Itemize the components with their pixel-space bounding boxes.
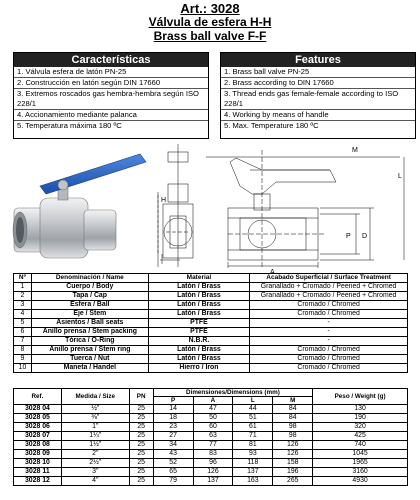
caracteristica-1: 1. Válvula esfera de latón PN-25 (14, 67, 208, 78)
dimensions-header-row-1 (14, 389, 408, 397)
table-cell: ⅜" (61, 414, 129, 423)
table-cell: 126 (273, 450, 313, 459)
dim-label-l: L (398, 173, 402, 180)
table-row (14, 432, 408, 441)
table-cell: 14 (153, 405, 193, 414)
table-cell: 93 (233, 450, 273, 459)
table-cell: Cromado / Chromed (250, 301, 408, 310)
feature-5: 5. Max. Temperature 180 ºC (224, 120, 319, 130)
table-cell: 158 (273, 459, 313, 468)
table-cell: Tapa / Cap (31, 292, 148, 301)
article-number: Art.: 3028 (180, 1, 240, 16)
table-cell: 1¼" (61, 432, 129, 441)
table-cell: 3 (14, 301, 32, 310)
table-row (14, 301, 408, 310)
table-cell: 425 (313, 432, 408, 441)
table-cell: Maneta / Handel (31, 364, 148, 373)
table-row (14, 292, 408, 301)
table-cell: Cromado / Chromed (250, 310, 408, 319)
table-cell: 61 (233, 423, 273, 432)
dimensions-header-ref: Ref. (14, 389, 62, 405)
table-cell: 84 (273, 405, 313, 414)
table-cell: 44 (233, 405, 273, 414)
table-cell: N.B.R. (148, 337, 249, 346)
caracteristicas-title: Características (14, 53, 208, 67)
table-cell: 7 (14, 337, 32, 346)
caracteristica-5: 5. Temperatura máxima 180 ºC (17, 120, 122, 130)
table-cell: Tuerca / Nut (31, 355, 148, 364)
table-cell: 79 (153, 477, 193, 486)
table-cell: 10 (14, 364, 32, 373)
table-cell: Eje / Stem (31, 310, 148, 319)
table-cell: 190 (313, 414, 408, 423)
table-cell: 65 (153, 468, 193, 477)
table-cell: 84 (273, 414, 313, 423)
table-row (14, 459, 408, 468)
table-cell: 126 (273, 441, 313, 450)
table-row (14, 468, 408, 477)
table-row (14, 283, 408, 292)
table-cell: 8 (14, 346, 32, 355)
materials-header-material: Material (148, 274, 249, 283)
dim-label-m: M (352, 147, 358, 154)
table-cell: 25 (129, 468, 153, 477)
table-cell: 1" (61, 423, 129, 432)
table-cell: 98 (273, 432, 313, 441)
table-cell: - (250, 337, 408, 346)
feature-3: 3. Thread ends gas female-female according to ISO 228/1 (221, 89, 415, 110)
product-name-es: Válvula de esfera H-H (148, 15, 272, 29)
table-cell: 5 (14, 319, 32, 328)
dim-label-h: H (161, 197, 167, 204)
table-cell: 81 (233, 441, 273, 450)
table-cell: Granallado + Cromado / Peened + Chromed (250, 283, 408, 292)
table-cell: 47 (193, 405, 233, 414)
table-cell: 52 (153, 459, 193, 468)
table-cell: 60 (193, 423, 233, 432)
materials-header-treatment: Acabado Superficial / Surface Treatment (250, 274, 408, 283)
table-row (14, 337, 408, 346)
caracteristica-3: 3. Extremos roscados gas hembra-hembra según ISO 228/1 (14, 89, 208, 110)
table-cell: 163 (233, 477, 273, 486)
dimensions-table (13, 388, 408, 486)
table-cell: 137 (193, 477, 233, 486)
table-cell: PTFE (148, 328, 249, 337)
table-cell: 83 (193, 450, 233, 459)
table-cell: Latón / Brass (148, 301, 249, 310)
table-cell: 6 (14, 328, 32, 337)
table-cell: 25 (129, 405, 153, 414)
table-row (14, 414, 408, 423)
dim-label-d: D (362, 233, 368, 240)
table-cell: 23 (153, 423, 193, 432)
table-cell: Asientos / Ball seats (31, 319, 148, 328)
table-row (14, 423, 408, 432)
table-cell: 25 (129, 477, 153, 486)
table-cell: Latón / Brass (148, 283, 249, 292)
feature-2: 2. Brass according to DIN 17660 (221, 78, 415, 89)
table-cell: 1 (14, 283, 32, 292)
table-cell: 25 (129, 441, 153, 450)
caracteristicas-box (13, 52, 209, 139)
table-cell: 1965 (313, 459, 408, 468)
table-cell: Granallado + Cromado / Peened + Chromed (250, 292, 408, 301)
table-cell: 3028 10 (14, 459, 62, 468)
features-title: Features (221, 53, 415, 67)
table-cell: 63 (193, 432, 233, 441)
dim-label-p: P (346, 233, 351, 240)
table-cell: 3028 04 (14, 405, 62, 414)
table-cell: 27 (153, 432, 193, 441)
feature-1: 1. Brass ball valve PN-25 (221, 67, 415, 78)
dimensions-header-l: L (233, 397, 273, 405)
table-cell: 2½" (61, 459, 129, 468)
table-cell: 118 (233, 459, 273, 468)
table-cell: 196 (273, 468, 313, 477)
dimensions-header-pn: PN (129, 389, 153, 405)
dim-label-a: A (270, 269, 275, 276)
features-box (220, 52, 416, 139)
table-cell: 2 (14, 292, 32, 301)
table-row (14, 346, 408, 355)
table-cell: Tórica / O-Ring (31, 337, 148, 346)
table-cell: 1045 (313, 450, 408, 459)
table-cell: 50 (193, 414, 233, 423)
table-cell: 3028 05 (14, 414, 62, 423)
product-name-en: Brass ball valve F-F (153, 29, 267, 43)
table-cell: 98 (273, 423, 313, 432)
table-cell: - (250, 319, 408, 328)
valve-side-view (158, 144, 193, 267)
table-cell: Latón / Brass (148, 310, 249, 319)
table-cell: Cromado / Chromed (250, 364, 408, 373)
table-cell: 2" (61, 450, 129, 459)
table-cell: 3" (61, 468, 129, 477)
table-cell: 25 (129, 450, 153, 459)
dimensions-header-size: Medida / Size (61, 389, 129, 405)
table-cell: 18 (153, 414, 193, 423)
table-cell: 3028 11 (14, 468, 62, 477)
table-cell: Esfera / Ball (31, 301, 148, 310)
table-row (14, 310, 408, 319)
table-row (14, 355, 408, 364)
table-cell: 130 (313, 405, 408, 414)
caracteristica-4: 4. Accionamiento mediante palanca (14, 110, 208, 121)
table-cell: 9 (14, 355, 32, 364)
table-cell: Latón / Brass (148, 355, 249, 364)
table-cell: 71 (233, 432, 273, 441)
table-cell: 137 (233, 468, 273, 477)
table-cell: 34 (153, 441, 193, 450)
table-row (14, 450, 408, 459)
table-cell: 25 (129, 459, 153, 468)
table-cell: Anillo prensa / Stem packing (31, 328, 148, 337)
table-cell: 43 (153, 450, 193, 459)
table-cell: 3028 08 (14, 441, 62, 450)
table-row (14, 477, 408, 486)
table-cell: Cromado / Chromed (250, 355, 408, 364)
table-cell: 740 (313, 441, 408, 450)
table-cell: 25 (129, 414, 153, 423)
table-cell: ½" (61, 405, 129, 414)
materials-header-row (14, 274, 408, 283)
table-cell: Hierro / Iron (148, 364, 249, 373)
table-cell: 265 (273, 477, 313, 486)
table-cell: 25 (129, 432, 153, 441)
dimensions-header-a: A (193, 397, 233, 405)
table-row (14, 364, 408, 373)
caracteristica-2: 2. Construcción en latón según DIN 17660 (14, 78, 208, 89)
table-cell: Anillo prensa / Stem ring (31, 346, 148, 355)
table-cell: 126 (193, 468, 233, 477)
table-cell: 4" (61, 477, 129, 486)
table-cell: PTFE (148, 319, 249, 328)
valve-front-view (206, 150, 404, 268)
table-cell: Latón / Brass (148, 346, 249, 355)
table-cell: 3028 07 (14, 432, 62, 441)
table-cell: 3160 (313, 468, 408, 477)
table-row (14, 319, 408, 328)
table-row (14, 405, 408, 414)
table-cell: 3028 09 (14, 450, 62, 459)
dimensions-header-m: M (273, 397, 313, 405)
table-cell: 25 (129, 423, 153, 432)
table-cell: 3028 12 (14, 477, 62, 486)
table-cell: - (250, 328, 408, 337)
dimensions-header-group: Dimensiones/Dimensions (mm) (153, 389, 313, 397)
materials-header-no: Nº (14, 274, 32, 283)
materials-header-name: Denominación / Name (31, 274, 148, 283)
table-row (14, 441, 408, 450)
dimensions-header-weight: Peso / Weight (g) (313, 389, 408, 405)
table-cell: 3028 06 (14, 423, 62, 432)
table-cell: 320 (313, 423, 408, 432)
table-cell: 4 (14, 310, 32, 319)
dimensions-header-p: P (153, 397, 193, 405)
table-row (14, 328, 408, 337)
table-cell: 4930 (313, 477, 408, 486)
table-cell: Cuerpo / Body (31, 283, 148, 292)
materials-table (13, 273, 408, 373)
table-cell: 96 (193, 459, 233, 468)
valve-photo (13, 154, 146, 258)
table-cell: Cromado / Chromed (250, 346, 408, 355)
table-cell: 1½" (61, 441, 129, 450)
technical-drawings (0, 142, 420, 276)
table-cell: 51 (233, 414, 273, 423)
table-cell: Latón / Brass (148, 292, 249, 301)
table-cell: 77 (193, 441, 233, 450)
feature-4: 4. Working by means of handle (221, 110, 415, 121)
